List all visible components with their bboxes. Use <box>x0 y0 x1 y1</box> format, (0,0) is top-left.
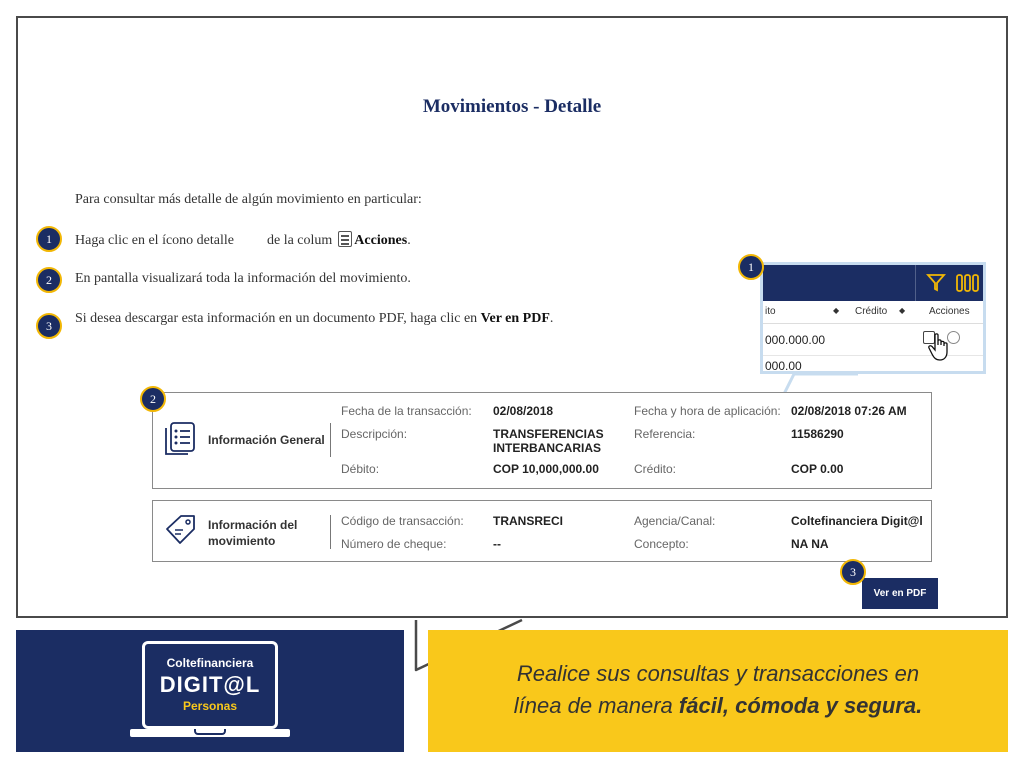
brand-top: Coltefinanciera <box>166 656 254 670</box>
descripcion-value: TRANSFERENCIAS INTERBANCARIAS <box>493 427 604 455</box>
columns-icon[interactable] <box>955 272 979 294</box>
descripcion-label: Descripción: <box>341 427 408 441</box>
ver-pdf-button[interactable]: Ver en PDF <box>862 578 938 609</box>
slogan-line-1: Realice sus consultas y transacciones en <box>516 661 920 686</box>
slogan-plain: línea de manera <box>513 693 679 718</box>
slogan <box>428 658 1008 722</box>
col-credito[interactable]: Crédito <box>855 306 888 317</box>
step3-end: . <box>549 311 554 326</box>
agencia-label: Agencia/Canal: <box>634 514 716 528</box>
laptop-notch <box>194 729 226 735</box>
cheque-label: Número de cheque: <box>341 537 447 551</box>
step-badge-2-detail: 2 <box>140 386 166 412</box>
actions-zoom-panel <box>760 262 986 374</box>
general-info-label: Información General <box>208 433 325 447</box>
row-amount: 000.00 <box>765 359 802 373</box>
table-row <box>763 324 983 356</box>
codigo-value: TRANSRECI <box>493 514 564 528</box>
sort-icon[interactable]: ◆ <box>899 306 906 315</box>
movement-info-box <box>152 500 932 562</box>
brand-sub: Personas <box>182 699 238 713</box>
fecha-transaccion-value: 02/08/2018 <box>493 404 554 418</box>
instruction-step-3 <box>75 311 553 327</box>
step1-text-middle: de la colum <box>266 233 333 248</box>
row-amount: 000.000.00 <box>765 333 826 347</box>
step-badge-2: 2 <box>36 267 62 293</box>
agencia-value: Coltefinanciera Digit@l <box>791 514 923 528</box>
detail-icon <box>338 231 352 247</box>
slogan-line-2 <box>428 690 1008 722</box>
col-acciones: Acciones <box>929 306 970 317</box>
fecha-transaccion-label: Fecha de la transacción: <box>341 404 472 418</box>
credito-value: COP 0.00 <box>791 462 844 476</box>
fecha-aplicacion-label: Fecha y hora de aplicación: <box>634 404 781 418</box>
brand-main: DIGIT@L <box>159 672 261 697</box>
concepto-value: NA NA <box>791 537 829 551</box>
referencia-label: Referencia: <box>634 427 696 441</box>
zoom-badge-1: 1 <box>738 254 764 280</box>
fecha-aplicacion-value: 02/08/2018 07:26 AM <box>791 404 907 418</box>
col-debito[interactable]: ito <box>765 306 776 317</box>
instructions-intro: Para consultar más detalle de algún movimiento en particular: <box>75 192 422 207</box>
document-list-icon <box>163 421 197 457</box>
cheque-value: -- <box>493 537 501 551</box>
slogan-bold: fácil, cómoda y segura. <box>678 693 923 718</box>
step-badge-3: 3 <box>36 313 62 339</box>
step-badge-1: 1 <box>36 226 62 252</box>
zoom-column-headers <box>763 301 983 324</box>
codigo-label: Código de transacción: <box>341 514 464 528</box>
filter-icon[interactable] <box>925 271 947 293</box>
general-info-box <box>152 392 932 489</box>
concepto-label: Concepto: <box>634 537 689 551</box>
credito-label: Crédito: <box>634 462 677 476</box>
step-badge-3-pdf: 3 <box>840 559 866 585</box>
step3-text-before: Si desea descargar esta información en un documento PDF, haga clic en <box>75 311 481 326</box>
instruction-step-1 <box>75 231 411 249</box>
step1-text-before: Haga clic en el ícono detalle <box>75 233 234 248</box>
debito-label: Débito: <box>341 462 380 476</box>
step1-end: . <box>407 233 411 248</box>
sort-icon[interactable]: ◆ <box>833 306 840 315</box>
step1-acciones: Acciones <box>354 233 408 248</box>
instruction-step-2: En pantalla visualizará toda la información del movimiento. <box>75 271 411 286</box>
step3-ver-pdf: Ver en PDF <box>480 311 550 326</box>
tag-icon <box>163 513 199 549</box>
page-title: Movimientos - Detalle <box>422 96 602 117</box>
debito-value: COP 10,000,000.00 <box>493 462 599 476</box>
table-header-bar <box>763 265 983 301</box>
referencia-value: 11586290 <box>791 427 844 441</box>
movement-info-label: Información del movimiento <box>208 518 298 548</box>
